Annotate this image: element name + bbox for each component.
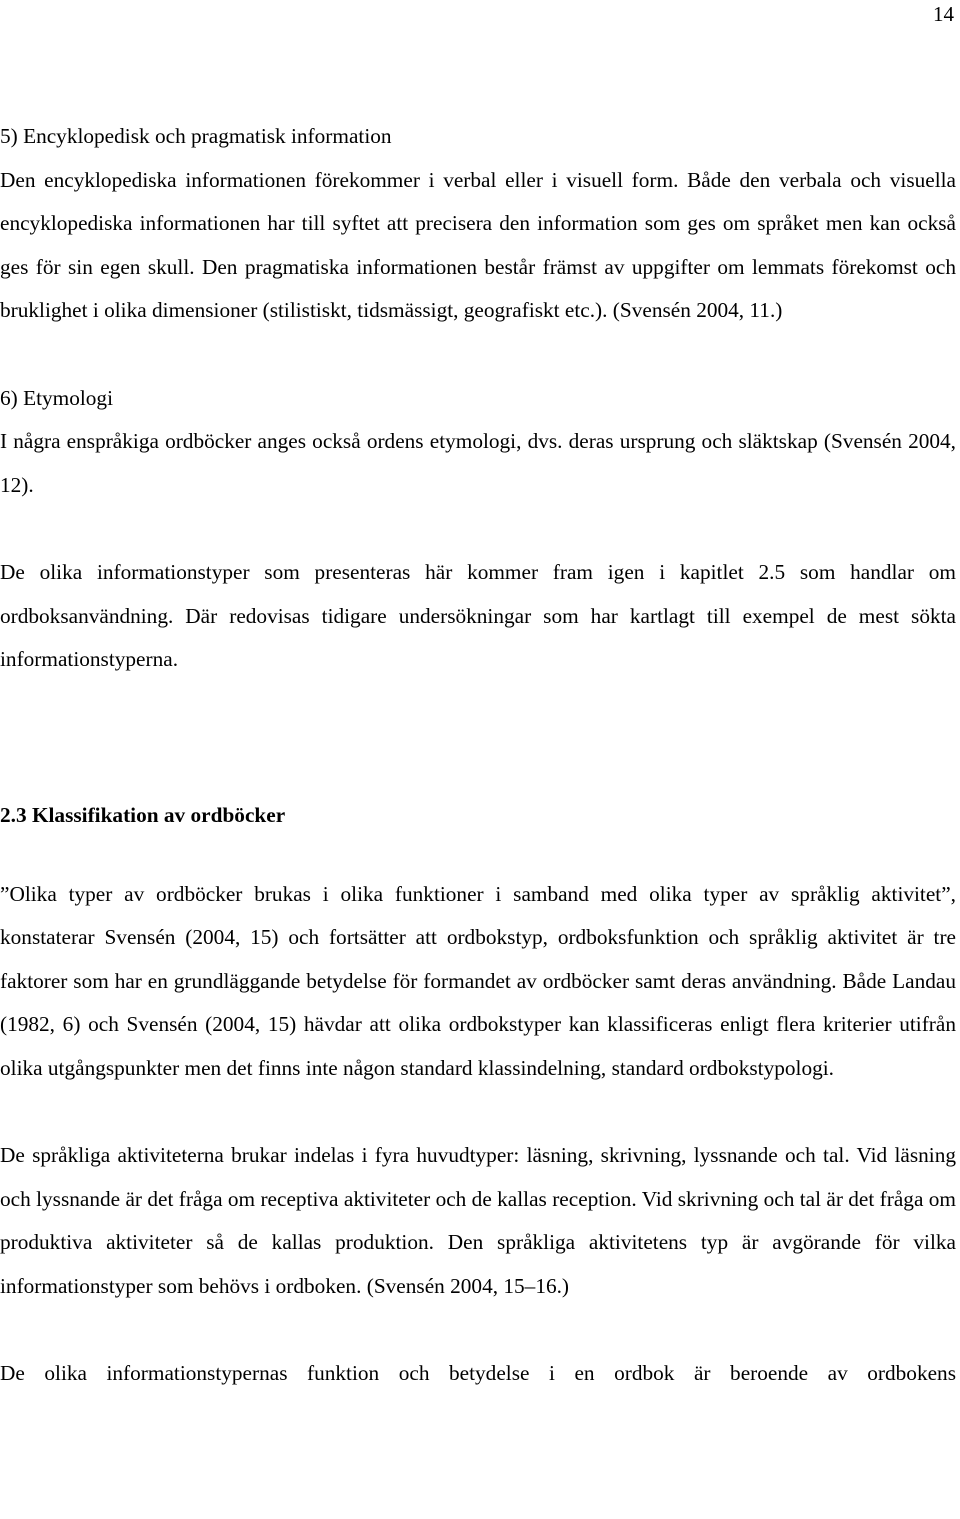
chapter-heading: 2.3 Klassifikation av ordböcker	[0, 802, 286, 827]
paragraph-classification-1: ”Olika typer av ordböcker brukas i olika funktioner i samband med olika typer av språklig aktivitet”, konstaterar Svensén (2004, 15) och fortsätter att ordbokstyp, ordboksfunktion och språklig aktivitet är tre faktorer som har en grundläggande betydelse för formandet av ordböcker samt deras användning. Både Landau (1982, 6) och Svensén (2004, 15) hävdar att olika ordbokstyper kan klassificeras enligt flera kriterier utifrån olika utgångspunkter men det finns inte någon standard klassindelning, standard ordbokstypologi.	[0, 881, 956, 1080]
paragraph-classification-3: De olika informationstypernas funktion och betydelse i en ordbok är beroende av ordbokens	[0, 1361, 956, 1386]
page-content	[0, 115, 956, 1396]
paragraph-summary: De olika informationstyper som presenteras här kommer fram igen i kapitlet 2.5 som handlar om ordboksanvändning. Där redovisas tidigare undersökningar som har kartlagt till exempel de mest sökta informationstyperna.	[0, 559, 956, 672]
section-title-encyclopedic: 5) Encyklopedisk och pragmatisk information	[0, 124, 392, 148]
page-number: 14	[933, 2, 954, 26]
paragraph-classification-2: De språkliga aktiviteterna brukar indelas i fyra huvudtyper: läsning, skrivning, lyssnande och tal. Vid läsning och lyssnande är det fråga om receptiva aktiviteter och de kallas reception. Vid skrivning och tal är det fråga om produktiva aktiviteter så de kallas produktion. Den språkliga aktivitetens typ är avgörande för vilka informationstyper som behövs i ordboken. (Svensén 2004, 15–16.)	[0, 1143, 956, 1298]
section-title-etymology: 6) Etymologi	[0, 385, 113, 410]
paragraph-etymology: I några enspråkiga ordböcker anges också ordens etymologi, dvs. deras ursprung och släktskap (Svensén 2004, 12).	[0, 429, 956, 497]
paragraph-encyclopedic: Den encyklopediska informationen förekommer i verbal eller i visuell form. Både den verbala och visuella encyklopediska informationen har till syftet att precisera den information som ges om språket men kan också ges för sin egen skull. Den pragmatiska informationen består främst av uppgifter om lemmats förekomst och bruklighet i olika dimensioner (stilistiskt, tidsmässigt, geografiskt etc.). (Svensén 2004, 11.)	[0, 167, 956, 323]
